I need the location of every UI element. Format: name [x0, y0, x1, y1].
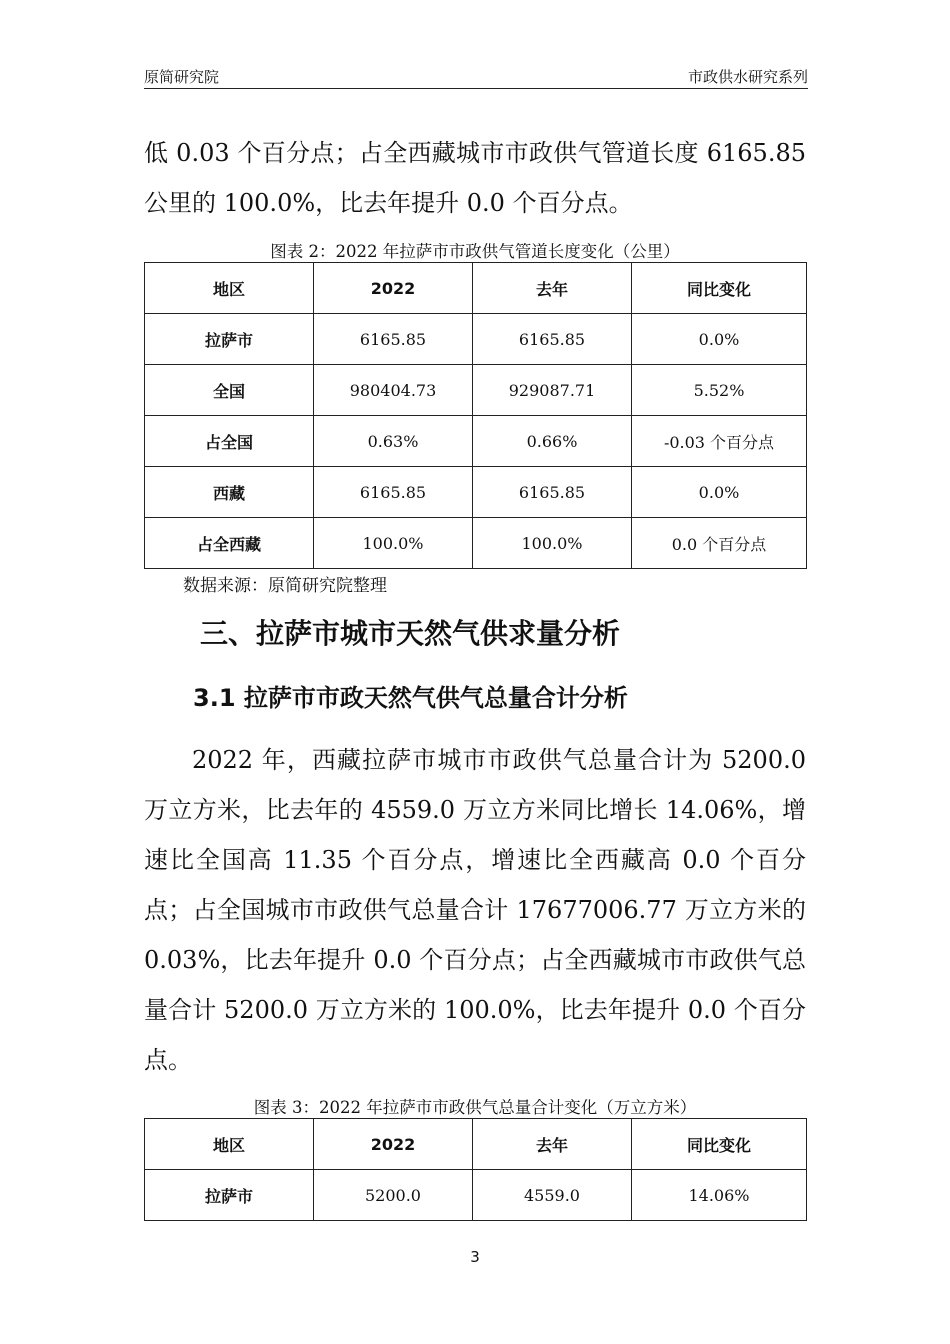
table-cell: -0.03 个百分点: [632, 416, 807, 467]
table-cell-region: 西藏: [145, 467, 314, 518]
table2-source: 数据来源：原简研究院整理: [183, 576, 387, 596]
column-header: 去年: [473, 1119, 632, 1170]
table-cell: 0.66%: [473, 416, 632, 467]
header-left-text: 原简研究院: [144, 68, 220, 86]
body-paragraph: 2022 年，西藏拉萨市城市市政供气总量合计为 5200.0 万立方米，比去年的 4559.0 万立方米同比增长 14.06%，增速比全国高 11.35 个百分点，增速比全西藏高 0.0 个百分点；占全国城市市政供气总量合计 17677006.77 万立方米的 0.03%，比去年提升 0.0 个百分点；占全西藏城市市政供气总量合计 5200.0 万立方米的 100.0%，比去年提升 0.0 个百分点。: [144, 746, 806, 1074]
table-row: [145, 518, 807, 569]
column-header: 地区: [145, 263, 314, 314]
table-cell-region: 全国: [145, 365, 314, 416]
column-header: 同比变化: [632, 1119, 807, 1170]
column-header: 去年: [473, 263, 632, 314]
table-header-row: [145, 263, 807, 314]
table-row: [145, 416, 807, 467]
section-heading: 三、拉萨市城市天然气供求量分析: [200, 617, 621, 650]
table-cell: 929087.71: [473, 365, 632, 416]
page-header: [144, 62, 808, 89]
table-cell: 5200.0: [314, 1170, 473, 1221]
table-cell: 6165.85: [314, 467, 473, 518]
table-cell-region: 拉萨市: [145, 314, 314, 365]
table2-caption: 图表 2：2022 年拉萨市市政供气管道长度变化（公里）: [270, 242, 680, 261]
intro-paragraph: 低 0.03 个百分点；占全西藏城市市政供气管道长度 6165.85 公里的 100.0%，比去年提升 0.0 个百分点。: [144, 139, 806, 217]
table-cell: 5.52%: [632, 365, 807, 416]
page-number: 3: [470, 1248, 480, 1266]
table-header-row: [145, 1119, 807, 1170]
column-header: 2022: [314, 263, 473, 314]
table-cell: 980404.73: [314, 365, 473, 416]
table-row: [145, 365, 807, 416]
column-header: 地区: [145, 1119, 314, 1170]
table-row: [145, 467, 807, 518]
subsection-heading: 3.1 拉萨市市政天然气供气总量合计分析: [193, 684, 628, 712]
table-cell: 100.0%: [314, 518, 473, 569]
table-cell: 4559.0: [473, 1170, 632, 1221]
table-cell: 6165.85: [314, 314, 473, 365]
table-cell: 0.0%: [632, 314, 807, 365]
table-cell-region: 占全西藏: [145, 518, 314, 569]
table-row: [145, 1170, 807, 1221]
table2: [144, 262, 807, 569]
table-cell: 0.0%: [632, 467, 807, 518]
column-header: 2022: [314, 1119, 473, 1170]
table-cell: 0.63%: [314, 416, 473, 467]
table-cell: 14.06%: [632, 1170, 807, 1221]
table3-caption: 图表 3：2022 年拉萨市市政供气总量合计变化（万立方米）: [253, 1098, 697, 1117]
table3: [144, 1118, 807, 1221]
table-cell: 6165.85: [473, 314, 632, 365]
table-cell: 100.0%: [473, 518, 632, 569]
table-cell-region: 占全国: [145, 416, 314, 467]
header-right-text: 市政供水研究系列: [687, 68, 808, 86]
table-cell-region: 拉萨市: [145, 1170, 314, 1221]
table-cell: 6165.85: [473, 467, 632, 518]
column-header: 同比变化: [632, 263, 807, 314]
table-cell: 0.0 个百分点: [632, 518, 807, 569]
table-row: [145, 314, 807, 365]
